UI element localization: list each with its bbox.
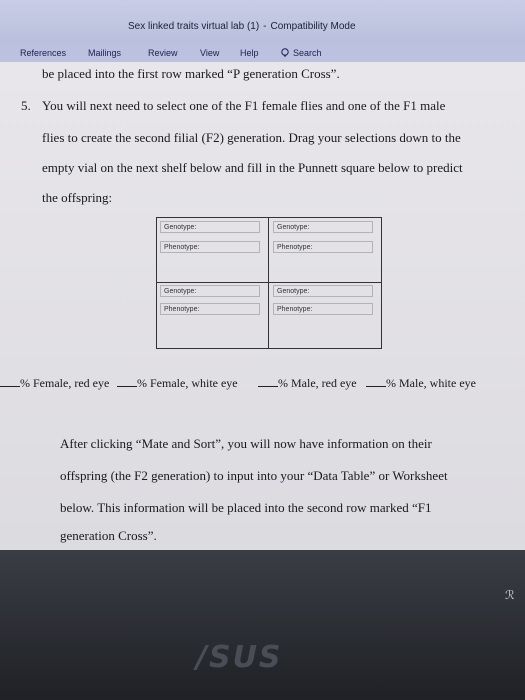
punnett-divider-vertical [268, 218, 269, 348]
tab-view[interactable]: View [200, 48, 220, 58]
after-line-3: below. This information will be placed into the second row marked “F1 [60, 500, 432, 515]
window-title [128, 21, 356, 32]
pct-female-white [117, 376, 238, 391]
asus-logo: /SUS [196, 640, 283, 675]
percent-row [0, 376, 525, 396]
title-separator: - [263, 21, 267, 32]
laptop-bezel [0, 550, 525, 700]
punnett-cell-top-right [273, 221, 377, 277]
pct-female-red-label: % Female, red eye [20, 376, 110, 390]
after-line-1: After clicking “Mate and Sort”, you will now have information on their [60, 436, 432, 451]
step5-line-3: empty vial on the next shelf below and fill in the Punnett square below to predict [42, 160, 463, 175]
punnett-cell-top-left [160, 221, 264, 277]
phenotype-field[interactable]: Phenotype: [160, 241, 260, 253]
step5-line-1: You will next need to select one of the F1 female flies and one of the F1 male [42, 98, 446, 113]
answer-blank[interactable] [258, 376, 278, 387]
pct-female-red [0, 376, 109, 391]
text-line-top: be placed into the first row marked “P generation Cross”. [42, 66, 340, 81]
lightbulb-icon [280, 48, 290, 58]
tab-mailings[interactable]: Mailings [88, 48, 122, 58]
step5-line-2: flies to create the second filial (F2) generation. Drag your selections down to the [42, 130, 461, 145]
answer-blank[interactable] [117, 376, 137, 387]
genotype-field[interactable]: Genotype: [273, 285, 373, 297]
answer-blank[interactable] [366, 376, 386, 387]
phenotype-field[interactable]: Phenotype: [160, 303, 260, 315]
pct-male-red-label: % Male, red eye [278, 376, 357, 390]
pct-male-red [258, 376, 357, 391]
ribbon-tabs [0, 44, 525, 64]
punnett-square [156, 217, 382, 349]
tab-references[interactable]: References [20, 48, 67, 58]
punnett-cell-bottom-left [160, 285, 264, 341]
window-titlebar [0, 0, 525, 44]
search-label: Search [293, 48, 322, 58]
sticker-icon: ℛ [505, 588, 515, 602]
after-line-2: offspring (the F2 generation) to input into your “Data Table” or Worksheet [60, 468, 448, 483]
pct-female-white-label: % Female, white eye [137, 376, 238, 390]
step-number: 5. [21, 98, 31, 113]
search-box[interactable] [280, 48, 322, 58]
genotype-field[interactable]: Genotype: [273, 221, 373, 233]
document-page[interactable] [0, 62, 525, 550]
pct-male-white [366, 376, 476, 391]
step5-line-4: the offspring: [42, 190, 113, 205]
after-line-4: generation Cross”. [60, 528, 157, 543]
tab-help[interactable]: Help [240, 48, 259, 58]
pct-male-white-label: % Male, white eye [386, 376, 476, 390]
answer-blank[interactable] [0, 376, 20, 387]
phenotype-field[interactable]: Phenotype: [273, 241, 373, 253]
genotype-field[interactable]: Genotype: [160, 285, 260, 297]
tab-review[interactable]: Review [148, 48, 178, 58]
phenotype-field[interactable]: Phenotype: [273, 303, 373, 315]
compatibility-mode-label: Compatibility Mode [270, 21, 356, 32]
genotype-field[interactable]: Genotype: [160, 221, 260, 233]
punnett-cell-bottom-right [273, 285, 377, 341]
punnett-divider-horizontal [157, 282, 381, 283]
document-name: Sex linked traits virtual lab (1) [128, 21, 260, 32]
